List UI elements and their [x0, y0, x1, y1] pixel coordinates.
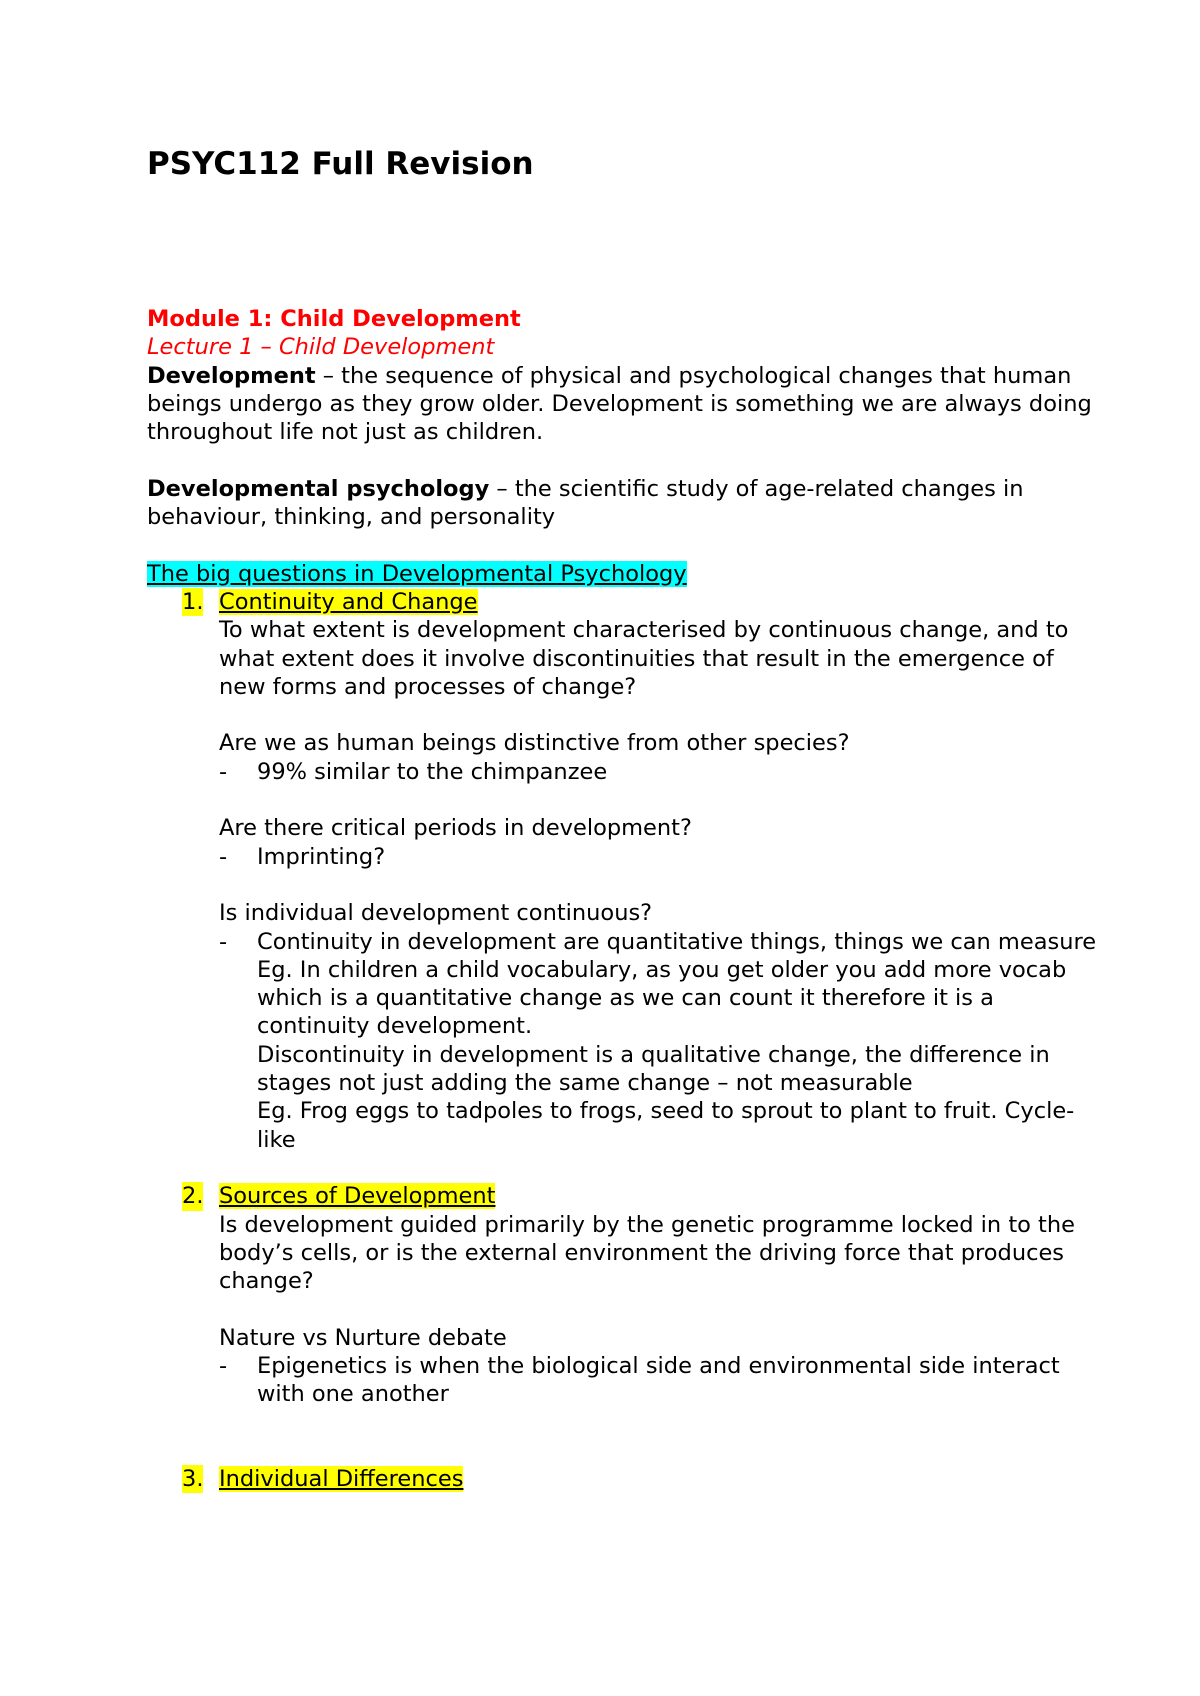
question-intro: Is development guided primarily by the genetic programme locked in to the body’s cells, or is the external environment the driving force that produces change? — [219, 1211, 1075, 1295]
definition-term: Developmental psychology — [147, 475, 490, 502]
question-3 — [147, 1465, 1107, 1493]
sub-question: Are there critical periods in development? — [219, 815, 692, 842]
bullet-text: Eg. In children a child vocabulary, as you get older you add more vocab which is a quantitative change as we can count it therefore it is a continuity development. — [257, 956, 1067, 1040]
definition-text: – the scientific study of age-related changes in behaviour, thinking, and personality — [147, 475, 1024, 531]
bullet-text: Continuity in development are quantitative things, things we can measure — [257, 928, 1097, 955]
question-number: 3. — [182, 1466, 204, 1493]
lecture-heading: Lecture 1 – Child Development — [147, 334, 495, 361]
question-intro: To what extent is development characterised by continuous change, and to what extent does it involve discontinuities that result in the emergence of new forms and processes of change? — [219, 617, 1069, 700]
question-label: Sources of Development — [219, 1183, 496, 1210]
question-1 — [147, 588, 1107, 616]
bullet-item: - 99% similar to the chimpanzee — [219, 758, 608, 785]
definition-development — [147, 362, 1107, 447]
bullet-text: Eg. Frog eggs to tadpoles to frogs, seed to sprout to plant to fruit. Cycle-like — [257, 1098, 1075, 1153]
sub-question: Are we as human beings distinctive from other species? — [219, 730, 850, 757]
document-body — [147, 305, 1107, 1493]
document-title: PSYC112 Full Revision — [147, 146, 534, 182]
sub-question: Nature vs Nurture debate — [219, 1324, 507, 1351]
question-2 — [147, 1182, 1107, 1210]
question-label: Continuity and Change — [219, 588, 478, 615]
big-questions-heading: The big questions in Developmental Psychology — [147, 560, 687, 587]
definition-text: – the sequence of physical and psychological changes that human beings undergo as they grow older. Development is something we are always doing throughout life not just as children. — [147, 362, 1092, 446]
definition-term: Development — [147, 362, 316, 389]
question-label: Individual Differences — [219, 1466, 464, 1493]
bullet-item: - Imprinting? — [219, 843, 386, 870]
bullet-item: - Continuity in development are quantitative things, things we can measure Eg. In children a child vocabulary, as you get older you add more vocab which is a quantitative change as we can count it therefore it is a continuity development. Discontinuity in development is a qualitative change, the difference in stages not just adding the same change – not measurable Eg. Frog eggs to tadpoles to frogs, seed to sprout to plant to fruit. Cycle-like — [147, 928, 1107, 1154]
question-number: 2. — [182, 1183, 204, 1210]
question-number: 1. — [182, 588, 204, 615]
sub-question: Is individual development continuous? — [219, 900, 653, 927]
bullet-text: Discontinuity in development is a qualitative change, the difference in stages not just adding the same change – not measurable — [257, 1041, 1050, 1097]
bullet-item: - Epigenetics is when the biological side and environmental side interact with one another — [219, 1352, 1060, 1408]
definition-developmental-psychology — [147, 475, 1107, 532]
module-heading: Module 1: Child Development — [147, 306, 521, 332]
